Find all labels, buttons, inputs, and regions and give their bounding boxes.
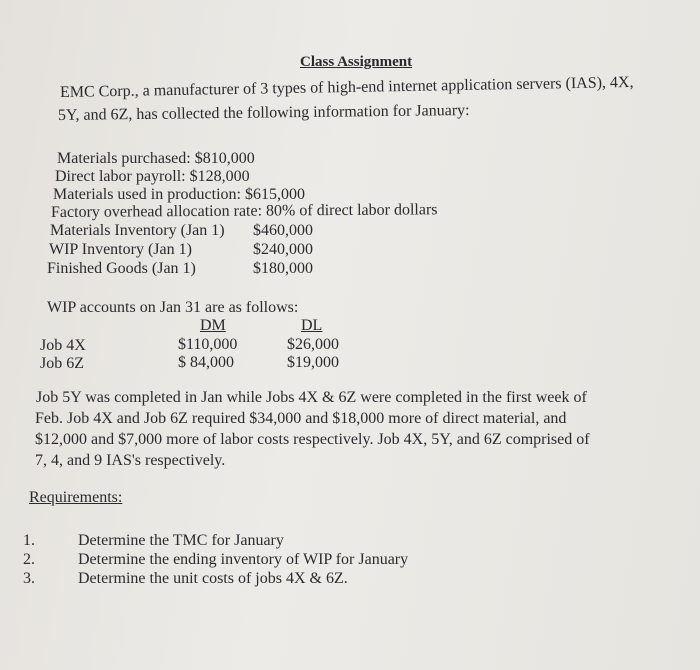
paragraph-line: Job 5Y was completed in Jan while Jobs 4X & 6Z were completed in the first week of [36, 389, 587, 406]
fact-row [57, 150, 255, 168]
wip-dl: $19,000 [287, 354, 339, 371]
inventory-label: WIP Inventory (Jan 1) [49, 241, 192, 258]
paragraph-line: 7, 4, and 9 IAS's respectively. [35, 452, 226, 469]
wip-dl: $26,000 [287, 336, 339, 353]
fact-row [55, 168, 250, 186]
requirement-text: Determine the unit costs of jobs 4X & 6Z. [78, 570, 348, 587]
fact-row [51, 201, 438, 222]
requirements-heading: Requirements: [29, 489, 123, 506]
page-title: Class Assignment [300, 54, 413, 70]
fact-label: Materials used in production: [53, 186, 241, 203]
requirement-text: Determine the TMC for January [78, 532, 284, 549]
inventory-value: $240,000 [253, 241, 313, 258]
wip-job: Job 6Z [40, 355, 84, 372]
wip-dm: $ 84,000 [178, 354, 234, 371]
inventory-label: Materials Inventory (Jan 1) [50, 222, 225, 239]
wip-dm: $110,000 [178, 336, 238, 353]
fact-value: 80% of direct labor dollars [265, 201, 438, 220]
intro-line: 5Y, and 6Z, has collected the following information for January: [57, 101, 470, 124]
inventory-label: Finished Goods (Jan 1) [47, 260, 196, 277]
wip-job: Job 4X [40, 337, 86, 354]
fact-value: $615,000 [244, 186, 305, 203]
fact-label: Direct labor payroll: [55, 168, 186, 185]
requirement-number: 3. [23, 570, 35, 587]
dm-column-header: DM [200, 317, 226, 334]
fact-value: $128,000 [189, 168, 250, 185]
fact-row [53, 186, 305, 204]
inventory-value: $180,000 [253, 260, 313, 277]
paragraph-line: $12,000 and $7,000 more of labor costs respectively. Job 4X, 5Y, and 6Z comprised of [35, 431, 590, 448]
intro-line: EMC Corp., a manufacturer of 3 types of high-end internet application servers (IAS), 4X, [59, 73, 634, 101]
dl-column-header: DL [301, 317, 323, 334]
requirement-text: Determine the ending inventory of WIP for January [78, 551, 409, 568]
fact-label: Factory overhead allocation rate: [50, 202, 263, 221]
requirement-number: 2. [23, 551, 35, 568]
requirement-number: 1. [23, 532, 35, 549]
fact-value: $810,000 [194, 150, 255, 167]
inventory-value: $460,000 [253, 222, 313, 239]
paragraph-line: Feb. Job 4X and Job 6Z required $34,000 and $18,000 more of direct material, and [35, 410, 567, 427]
wip-heading: WIP accounts on Jan 31 are as follows: [47, 299, 299, 316]
fact-label: Materials purchased: [57, 150, 191, 167]
